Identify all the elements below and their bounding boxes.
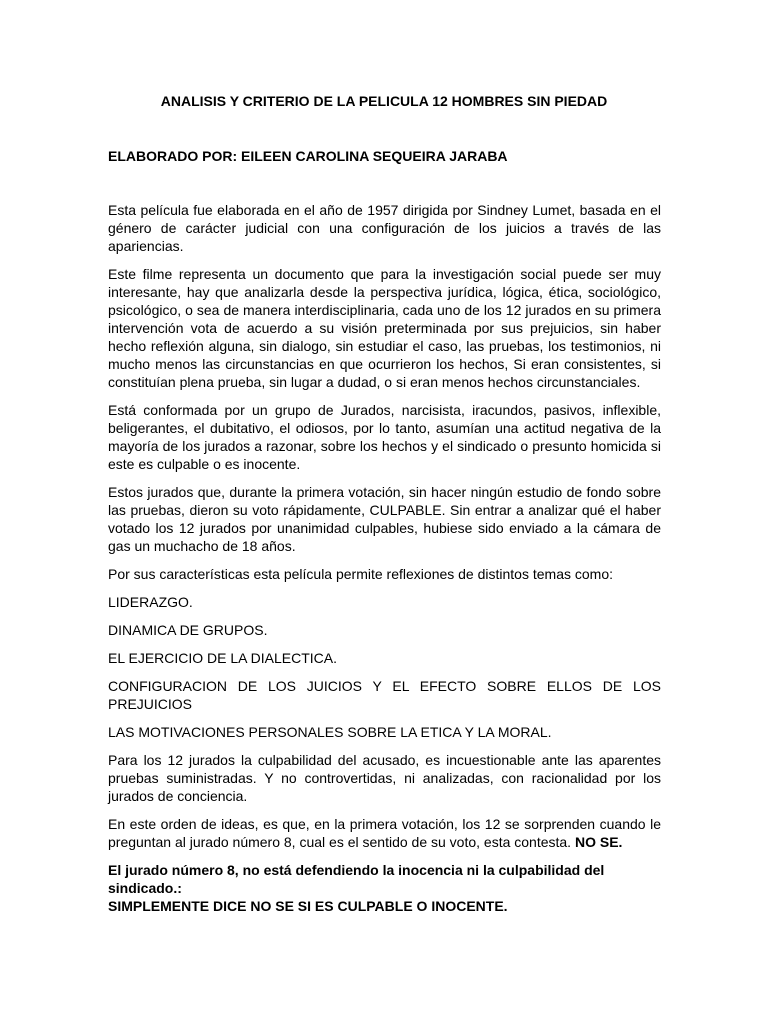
document-body: [108, 201, 661, 925]
document-title: ANALISIS Y CRITERIO DE LA PELICULA 12 HOMBRES SIN PIEDAD: [160, 93, 608, 109]
conclusion-line-2: SIMPLEMENTE DICE NO SE SI ES CULPABLE O INOCENTE.: [108, 898, 508, 914]
paragraph-first-vote: Estos jurados que, durante la primera votación, sin hacer ningún estudio de fondo sobre las pruebas, dieron su voto rápidamente, CULPABLE. Sin entrar a analizar qué el haber votado los 12 jurados por unanimidad culpables, hubiese sido enviado a la cámara de gas un muchacho de 18 años.: [108, 484, 661, 554]
topic-item: DINAMICA DE GRUPOS.: [108, 622, 268, 638]
paragraph-conclusion: [108, 861, 661, 915]
topic-item: CONFIGURACION DE LOS JUICIOS Y EL EFECTO SOBRE ELLOS DE LOS PREJUICIOS: [108, 678, 661, 712]
paragraph-analysis: Este filme representa un documento que para la investigación social puede ser muy interesante, hay que analizarla desde la perspectiva jurídica, lógica, ética, sociológico, psicológico, o sea de manera interdisciplinaria, cada uno de los 12 jurados en su primera intervención vota de acuerdo a su visión preterminada por sus prejuicios, sin haber hecho reflexión alguna, sin dialogo, sin estudiar el caso, las pruebas, los testimonios, ni mucho menos las circunstancias en que ocurrieron los hechos, Si eran consistentes, si constituían plena prueba, sin lugar a dudad, o si eran menos hechos circunstanciales.: [108, 266, 661, 390]
paragraph-juror-eight: [108, 815, 661, 851]
paragraph-intro: Esta película fue elaborada en el año de 1957 dirigida por Sindney Lumet, basada en el género de carácter judicial con una configuración de los juicios a través de las apariencias.: [108, 202, 661, 254]
paragraph-juror-eight-text: En este orden de ideas, es que, en la primera votación, los 12 se sorprenden cuando le preguntan al jurado número 8, cual es el sentido de su voto, esta contesta.: [108, 816, 661, 850]
conclusion-line-1: El jurado número 8, no está defendiendo la inocencia ni la culpabilidad del sindicado.:: [108, 862, 605, 896]
topic-item: LIDERAZGO.: [108, 594, 193, 610]
topic-item: EL EJERCICIO DE LA DIALECTICA.: [108, 650, 337, 666]
topic-item: LAS MOTIVACIONES PERSONALES SOBRE LA ETICA Y LA MORAL.: [108, 724, 552, 740]
paragraph-jurors: Está conformada por un grupo de Jurados, narcisista, iracundos, pasivos, inflexible, beligerantes, el dubitativo, el odiosos, por lo tanto, asumían una actitud negativa de la mayoría de los jurados a razonar, sobre los hechos y el sindicado o presunto homicida si este es culpable o es inocente.: [108, 402, 661, 472]
paragraph-culpability: Para los 12 jurados la culpabilidad del acusado, es incuestionable ante las aparentes pruebas suministradas. Y no controvertidas, ni analizadas, con racionalidad por los jurados de conciencia.: [108, 752, 661, 804]
paragraph-topics-intro: Por sus características esta película permite reflexiones de distintos temas como:: [108, 566, 613, 582]
answer-no-se: NO SE.: [574, 834, 623, 850]
author-line: ELABORADO POR: EILEEN CAROLINA SEQUEIRA JARABA: [108, 148, 508, 164]
